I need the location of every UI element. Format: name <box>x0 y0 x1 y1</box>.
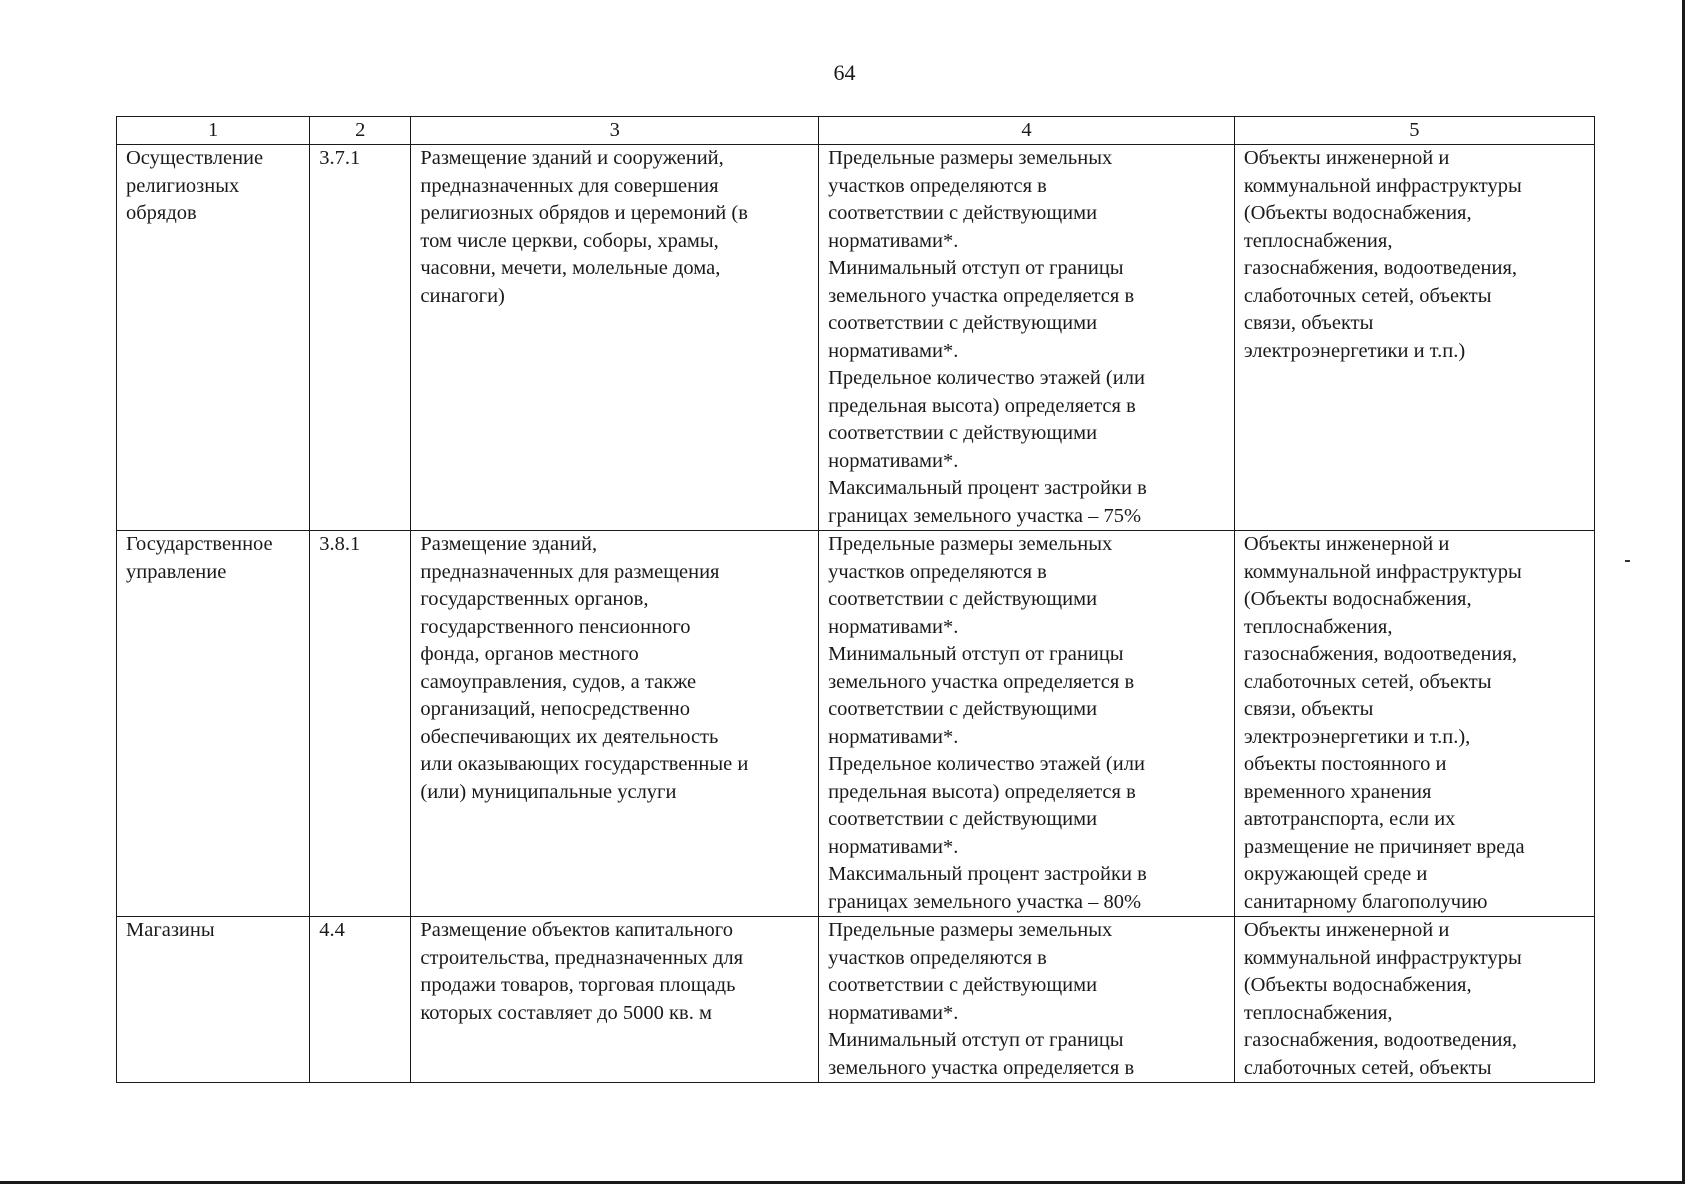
table-header-row <box>117 117 1595 145</box>
parameters-cell: Предельные размеры земельных участков определяются в соответствии с действующими нормативами*. Минимальный отступ от границы земельного участка определяется в соответствии с действующими нормативами*. Предельное количество этажей (или предельная высота) определяется в соответствии с действующими нормативами*. Максимальный процент застройки в границах земельного участка – 75% <box>819 145 1235 531</box>
use-name-cell: Государственное управление <box>117 531 310 917</box>
column-number-5: 5 <box>1234 117 1594 145</box>
land-use-table <box>116 116 1595 1083</box>
use-description-cell: Размещение объектов капитального строительства, предназначенных для продажи товаров, торговая площадь которых составляет до 5000 кв. м <box>411 917 819 1083</box>
table-row <box>117 531 1595 917</box>
use-code-cell: 3.8.1 <box>310 531 411 917</box>
use-name-cell: Магазины <box>117 917 310 1083</box>
column-number-1: 1 <box>117 117 310 145</box>
page-number: 64 <box>833 60 856 85</box>
column-number-4: 4 <box>819 117 1235 145</box>
use-code-cell: 4.4 <box>310 917 411 1083</box>
use-description-cell: Размещение зданий и сооружений, предназначенных для совершения религиозных обрядов и церемоний (в том числе церкви, соборы, храмы, часовни, мечети, молельные дома, синагоги) <box>411 145 819 531</box>
parameters-cell: Предельные размеры земельных участков определяются в соответствии с действующими нормативами*. Минимальный отступ от границы земельного участка определяется в соответствии с действующими нормативами*. Предельное количество этажей (или предельная высота) определяется в соответствии с действующими нормативами*. Максимальный процент застройки в границах земельного участка – 80% <box>819 531 1235 917</box>
auxiliary-uses-cell: Объекты инженерной и коммунальной инфраструктуры (Объекты водоснабжения, теплоснабжения, газоснабжения, водоотведения, слаботочных сетей, объекты связи, объекты электроэнергетики и т.п.), объекты постоянного и временного хранения автотранспорта, если их размещение не причиняет вреда окружающей среде и санитарному благополучию <box>1234 531 1594 917</box>
use-name-cell: Осуществление религиозных обрядов <box>117 145 310 531</box>
column-number-3: 3 <box>411 117 819 145</box>
table-row <box>117 145 1595 531</box>
table-row <box>117 917 1595 1083</box>
scan-speck <box>1625 560 1630 562</box>
auxiliary-uses-cell: Объекты инженерной и коммунальной инфраструктуры (Объекты водоснабжения, теплоснабжения, газоснабжения, водоотведения, слаботочных сетей, объекты связи, объекты электроэнергетики и т.п.) <box>1234 145 1594 531</box>
auxiliary-uses-cell: Объекты инженерной и коммунальной инфраструктуры (Объекты водоснабжения, теплоснабжения, газоснабжения, водоотведения, слаботочных сетей, объекты <box>1234 917 1594 1083</box>
parameters-cell: Предельные размеры земельных участков определяются в соответствии с действующими нормативами*. Минимальный отступ от границы земельного участка определяется в <box>819 917 1235 1083</box>
use-code-cell: 3.7.1 <box>310 145 411 531</box>
column-number-2: 2 <box>310 117 411 145</box>
use-description-cell: Размещение зданий, предназначенных для размещения государственных органов, государственного пенсионного фонда, органов местного самоуправления, судов, а также организаций, непосредственно обеспечивающих их деятельность или оказывающих государственные и (или) муниципальные услуги <box>411 531 819 917</box>
